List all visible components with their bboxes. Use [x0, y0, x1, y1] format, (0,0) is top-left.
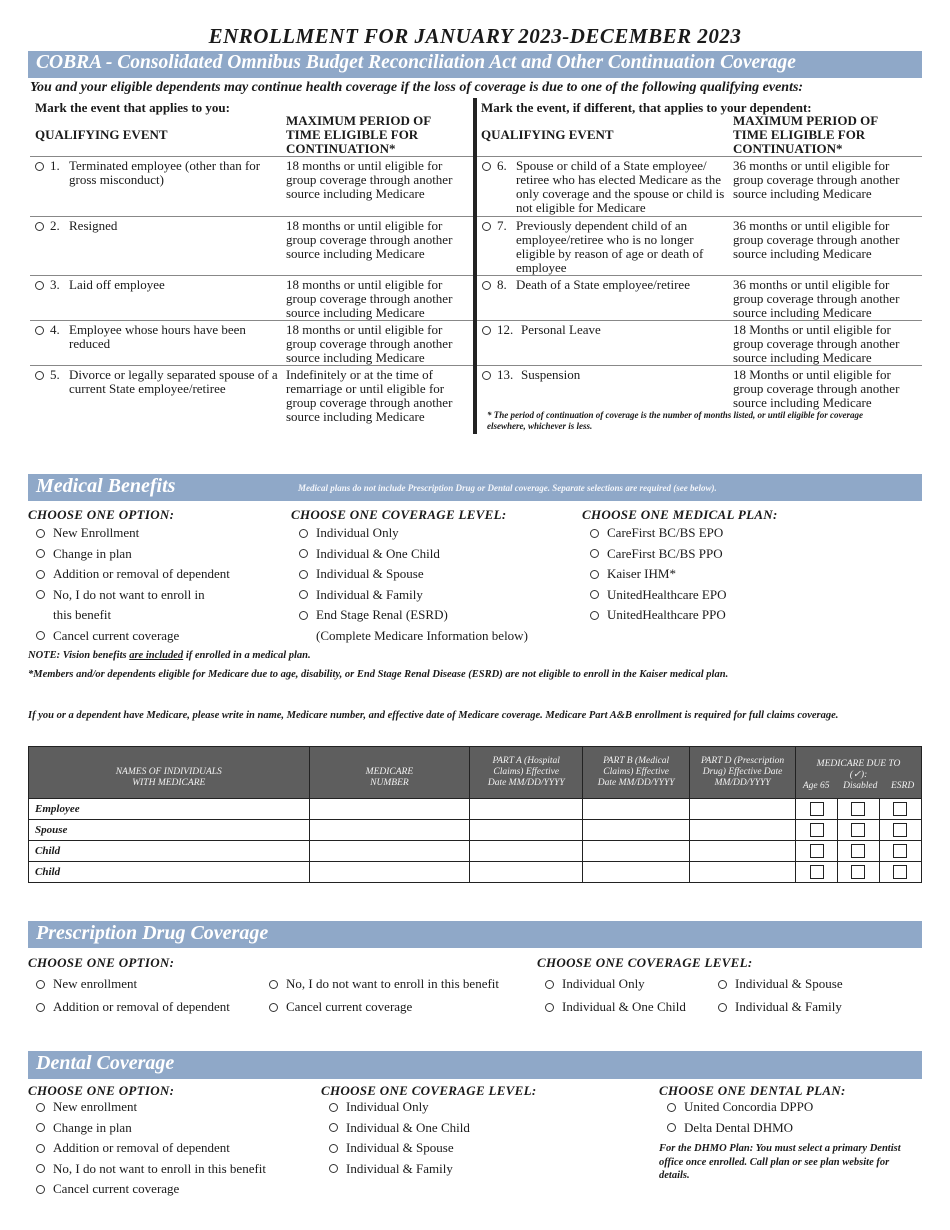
radio-button[interactable] [590, 590, 599, 599]
radio-button[interactable] [545, 980, 554, 989]
radio-button[interactable] [482, 326, 491, 335]
radio-button[interactable] [36, 1003, 45, 1012]
col-part-b-header: PART B (Medical Claims) Effective Date MM/DD/YYYY [583, 747, 690, 799]
divider [30, 320, 473, 321]
medicare-number-field[interactable] [309, 862, 470, 883]
rx-options-heading: CHOOSE ONE OPTION: [28, 955, 175, 970]
table-row [29, 841, 922, 862]
esrd-checkbox[interactable] [893, 865, 907, 879]
radio-button[interactable] [36, 980, 45, 989]
col-part-a-header: PART A (Hospital Claims) Effective Date MM/DD/YYYY [470, 747, 583, 799]
part-a-date-field[interactable] [470, 841, 583, 862]
row-label: Child [29, 862, 310, 883]
part-b-date-field[interactable] [583, 841, 690, 862]
medical-levels-list [299, 523, 579, 646]
medical-section-title: Medical Benefits [36, 475, 176, 497]
medical-level-individual-one-child[interactable]: Individual & One Child [299, 544, 579, 565]
row-label: Employee [29, 799, 310, 820]
radio-button[interactable] [667, 1103, 676, 1112]
dental-option-add-remove-dependent[interactable]: Addition or removal of dependent [36, 1138, 266, 1159]
rx-option-col2 [269, 972, 499, 1018]
medical-plan-uhc-ppo[interactable]: UnitedHealthcare PPO [590, 605, 870, 626]
cobra-section-bar [28, 51, 922, 78]
radio-button[interactable] [590, 570, 599, 579]
radio-button[interactable] [299, 590, 308, 599]
divider [477, 156, 922, 157]
vision-note: NOTE: Vision benefits are included if enrolled in a medical plan. [28, 650, 311, 661]
right-col-period-header: MAXIMUM PERIOD OF TIME ELIGIBLE FOR CONTINUATION* [733, 113, 878, 156]
radio-button[interactable] [269, 1003, 278, 1012]
radio-button[interactable] [329, 1123, 338, 1132]
rx-section-title: Prescription Drug Coverage [36, 922, 269, 944]
radio-button[interactable] [299, 549, 308, 558]
part-a-date-field[interactable] [470, 820, 583, 841]
radio-button[interactable] [590, 549, 599, 558]
rx-level-individual-one-child[interactable]: Individual & One Child [545, 995, 686, 1018]
rx-option-new-enrollment[interactable]: New enrollment [36, 972, 230, 995]
rx-levels-heading: CHOOSE ONE COVERAGE LEVEL: [537, 955, 753, 970]
dental-plans-list [667, 1097, 813, 1138]
cobra-column-divider [473, 98, 477, 434]
radio-button[interactable] [482, 371, 491, 380]
age65-checkbox[interactable] [810, 823, 824, 837]
medical-section-bar [28, 474, 922, 501]
col-names-header: NAMES OF INDIVIDUALS WITH MEDICARE [29, 747, 310, 799]
left-col-event-header: QUALIFYING EVENT [35, 127, 168, 142]
radio-button[interactable] [590, 611, 599, 620]
disabled-checkbox[interactable] [851, 823, 865, 837]
cobra-footnote: * The period of continuation of coverage is the number of months listed, or until eligible for coverage elsewhere, whichever is less. [487, 410, 863, 431]
rx-level-col2 [718, 972, 843, 1018]
dental-level-individual-family[interactable]: Individual & Family [329, 1159, 470, 1180]
rx-option-col1 [36, 972, 230, 1018]
part-b-date-field[interactable] [583, 799, 690, 820]
radio-button[interactable] [35, 162, 44, 171]
col-number-header: MEDICARE NUMBER [309, 747, 470, 799]
dental-levels-list [329, 1097, 470, 1179]
cobra-left-mark: Mark the event that applies to you: [35, 100, 230, 115]
divider [30, 156, 473, 157]
dental-option-new-enrollment[interactable]: New enrollment [36, 1097, 266, 1118]
part-d-date-field[interactable] [690, 820, 796, 841]
medicare-table [28, 746, 922, 883]
rx-level-individual[interactable]: Individual Only [545, 972, 686, 995]
disabled-checkbox[interactable] [851, 844, 865, 858]
table-row [29, 799, 922, 820]
radio-button[interactable] [718, 980, 727, 989]
dental-levels-heading: CHOOSE ONE COVERAGE LEVEL: [321, 1083, 537, 1098]
radio-button[interactable] [718, 1003, 727, 1012]
kaiser-note: *Members and/or dependents eligible for Medicare due to age, disability, or End Stage Renal Disease (ESRD) are not eligible to enroll in the Kaiser medical plan. [28, 669, 729, 680]
part-d-date-field[interactable] [690, 799, 796, 820]
dental-section-title: Dental Coverage [36, 1052, 175, 1074]
medical-plan-uhc-epo[interactable]: UnitedHealthcare EPO [590, 585, 870, 606]
divider [30, 275, 473, 276]
medical-options-heading: CHOOSE ONE OPTION: [28, 507, 175, 522]
radio-button[interactable] [36, 1103, 45, 1112]
rx-option-cancel[interactable]: Cancel current coverage [269, 995, 499, 1018]
dental-plan-united-concordia[interactable]: United Concordia DPPO [667, 1097, 813, 1118]
esrd-checkbox[interactable] [893, 823, 907, 837]
radio-button[interactable] [590, 529, 599, 538]
radio-button[interactable] [482, 162, 491, 171]
part-b-date-field[interactable] [583, 820, 690, 841]
medical-option-no-enroll-cont: this benefit [53, 607, 112, 622]
dhmo-note: For the DHMO Plan: You must select a primary Dentist office once enrolled. Call plan or see plan website for details. [659, 1143, 901, 1181]
cobra-intro: You and your eligible dependents may continue health coverage if the loss of coverage is due to one of the following qualifying events: [30, 80, 804, 95]
medical-option-new-enrollment[interactable]: New Enrollment [36, 523, 286, 544]
radio-button[interactable] [545, 1003, 554, 1012]
medicare-number-field[interactable] [309, 799, 470, 820]
part-d-date-field[interactable] [690, 841, 796, 862]
rx-option-add-remove-dependent[interactable]: Addition or removal of dependent [36, 995, 230, 1018]
divider [477, 216, 922, 217]
age65-checkbox[interactable] [810, 802, 824, 816]
radio-button[interactable] [667, 1123, 676, 1132]
divider [477, 320, 922, 321]
part-a-date-field[interactable] [470, 862, 583, 883]
radio-button[interactable] [36, 529, 45, 538]
divider [30, 216, 473, 217]
radio-button[interactable] [35, 222, 44, 231]
medical-plans-list [590, 523, 870, 626]
part-a-date-field[interactable] [470, 799, 583, 820]
medical-level-esrd[interactable]: End Stage Renal (ESRD) [299, 605, 579, 626]
medicare-number-field[interactable] [309, 820, 470, 841]
part-d-date-field[interactable] [690, 862, 796, 883]
dental-level-individual-one-child[interactable]: Individual & One Child [329, 1118, 470, 1139]
rx-option-no-enroll[interactable]: No, I do not want to enroll in this benefit [269, 972, 499, 995]
age65-checkbox[interactable] [810, 865, 824, 879]
dental-level-individual[interactable]: Individual Only [329, 1097, 470, 1118]
radio-button[interactable] [35, 281, 44, 290]
dental-level-individual-spouse[interactable]: Individual & Spouse [329, 1138, 470, 1159]
rx-level-col1 [545, 972, 686, 1018]
dental-options-heading: CHOOSE ONE OPTION: [28, 1083, 175, 1098]
divider [30, 365, 473, 366]
medicare-intro: If you or a dependent have Medicare, please write in name, Medicare number, and effective date of Medicare coverage. Medicare Part A&B enrollment is required for full claims coverage. [28, 710, 839, 721]
medical-levels-heading: CHOOSE ONE COVERAGE LEVEL: [291, 507, 507, 522]
dental-plans-heading: CHOOSE ONE DENTAL PLAN: [659, 1083, 846, 1098]
esrd-checkbox[interactable] [893, 802, 907, 816]
radio-button[interactable] [36, 1144, 45, 1153]
rx-level-individual-family[interactable]: Individual & Family [718, 995, 843, 1018]
age65-checkbox[interactable] [810, 844, 824, 858]
medical-option-cancel[interactable]: Cancel current coverage [36, 626, 286, 647]
cobra-right-mark: Mark the event, if different, that applies to your dependent: [481, 100, 812, 115]
medical-plan-carefirst-ppo[interactable]: CareFirst BC/BS PPO [590, 544, 870, 565]
table-row [29, 820, 922, 841]
dental-options-list [36, 1097, 266, 1200]
row-label: Spouse [29, 820, 310, 841]
medical-option-no-enroll[interactable]: No, I do not want to enroll in [36, 585, 286, 606]
radio-button[interactable] [36, 1123, 45, 1132]
radio-button[interactable] [482, 281, 491, 290]
radio-button[interactable] [36, 549, 45, 558]
divider [477, 275, 922, 276]
rx-section-bar [28, 921, 922, 948]
medicare-number-field[interactable] [309, 841, 470, 862]
medical-option-add-remove-dependent[interactable]: Addition or removal of dependent [36, 564, 286, 585]
row-label: Child [29, 841, 310, 862]
radio-button[interactable] [299, 611, 308, 620]
radio-button[interactable] [36, 631, 45, 640]
medical-level-individual-spouse[interactable]: Individual & Spouse [299, 564, 579, 585]
radio-button[interactable] [36, 590, 45, 599]
medical-plan-carefirst-epo[interactable]: CareFirst BC/BS EPO [590, 523, 870, 544]
medical-options-list [36, 523, 286, 646]
table-row [29, 862, 922, 883]
disabled-checkbox[interactable] [851, 865, 865, 879]
medical-option-change-plan[interactable]: Change in plan [36, 544, 286, 565]
right-col-event-header: QUALIFYING EVENT [481, 127, 614, 142]
col-part-d-header: PART D (Prescription Drug) Effective Date MM/DD/YYYY [690, 747, 796, 799]
cobra-section-title: COBRA - Consolidated Omnibus Budget Reconciliation Act and Other Continuation Coverage [36, 52, 796, 73]
medical-level-individual-family[interactable]: Individual & Family [299, 585, 579, 606]
part-b-date-field[interactable] [583, 862, 690, 883]
medical-plans-heading: CHOOSE ONE MEDICAL PLAN: [582, 507, 778, 522]
radio-button[interactable] [35, 326, 44, 335]
disabled-checkbox[interactable] [851, 802, 865, 816]
rx-level-individual-spouse[interactable]: Individual & Spouse [718, 972, 843, 995]
radio-button[interactable] [299, 529, 308, 538]
radio-button[interactable] [269, 980, 278, 989]
medical-level-individual[interactable]: Individual Only [299, 523, 579, 544]
page-title: ENROLLMENT FOR JANUARY 2023-DECEMBER 2023 [208, 24, 742, 48]
radio-button[interactable] [36, 1185, 45, 1194]
medical-bar-note: Medical plans do not include Prescription Drug or Dental coverage. Separate selections are required (see below). [298, 483, 717, 493]
radio-button[interactable] [36, 1164, 45, 1173]
dental-option-cancel[interactable]: Cancel current coverage [36, 1179, 266, 1200]
radio-button[interactable] [329, 1144, 338, 1153]
dental-plan-delta-dhmo[interactable]: Delta Dental DHMO [667, 1118, 813, 1139]
dental-option-no-enroll[interactable]: No, I do not want to enroll in this benefit [36, 1159, 266, 1180]
divider [477, 365, 922, 366]
col-medicare-due-header: MEDICARE DUE TO (✓): Age 65 Disabled ESRD [796, 747, 922, 799]
radio-button[interactable] [36, 570, 45, 579]
dental-option-change-plan[interactable]: Change in plan [36, 1118, 266, 1139]
dental-section-bar [28, 1051, 922, 1079]
left-col-period-header: MAXIMUM PERIOD OF TIME ELIGIBLE FOR CONTINUATION* [286, 113, 431, 156]
radio-button[interactable] [482, 222, 491, 231]
radio-button[interactable] [35, 371, 44, 380]
medical-plan-kaiser[interactable]: Kaiser IHM* [590, 564, 870, 585]
medical-level-esrd-cont: (Complete Medicare Information below) [316, 627, 528, 643]
radio-button[interactable] [329, 1164, 338, 1173]
radio-button[interactable] [299, 570, 308, 579]
radio-button[interactable] [329, 1103, 338, 1112]
esrd-checkbox[interactable] [893, 844, 907, 858]
